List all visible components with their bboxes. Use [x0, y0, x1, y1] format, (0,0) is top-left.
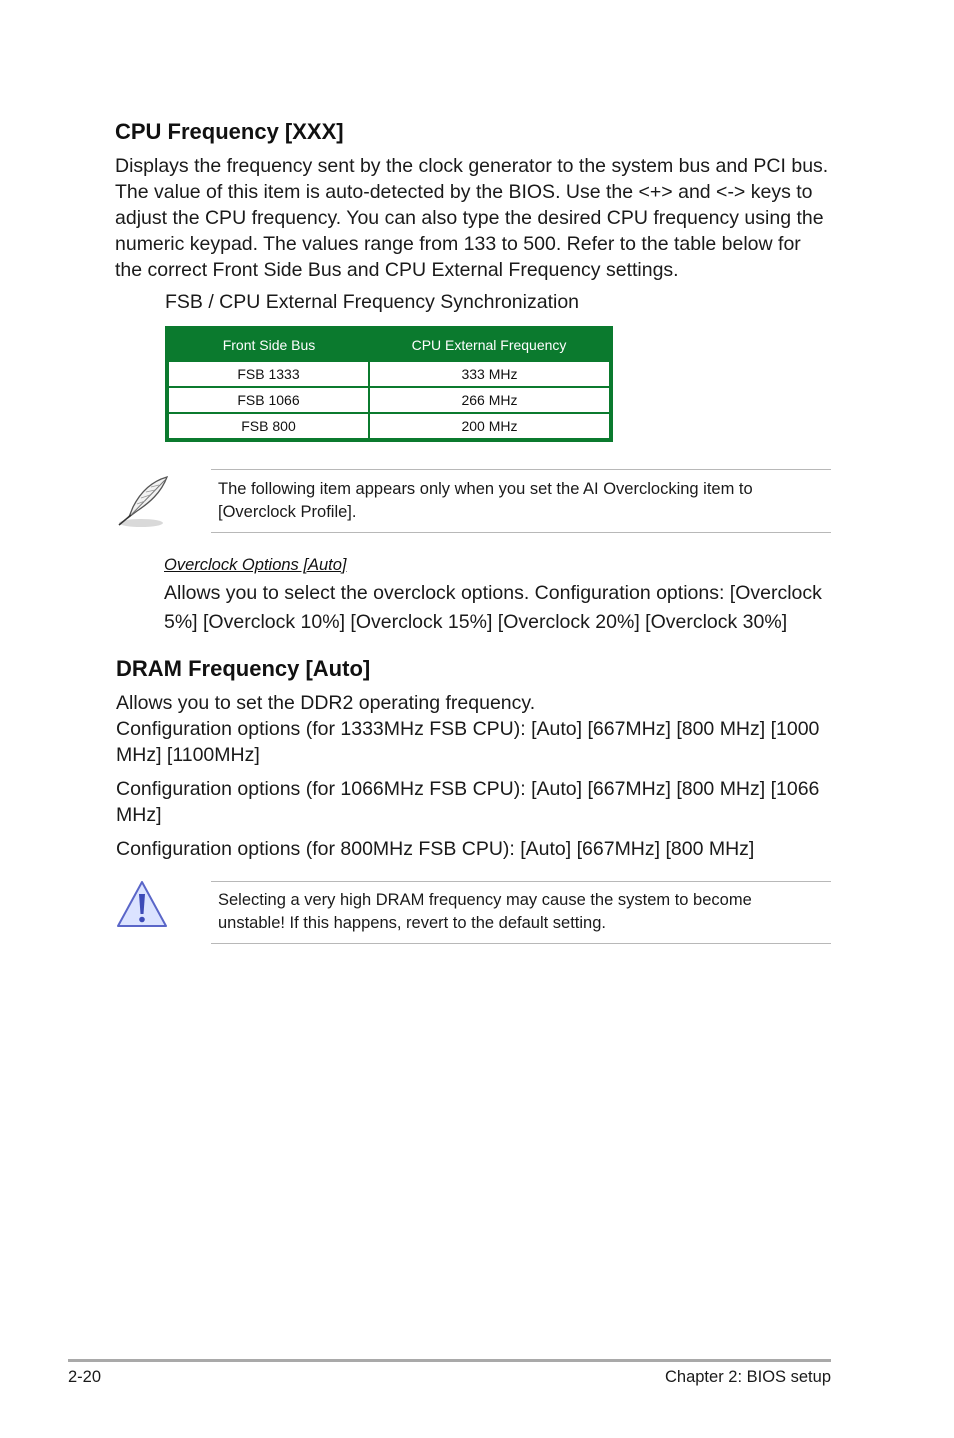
warning-text	[218, 889, 828, 935]
table-row	[167, 413, 611, 440]
table-cell: 200 MHz	[369, 413, 611, 440]
page-number: 2-20	[68, 1368, 102, 1386]
table-cell: 266 MHz	[369, 387, 611, 413]
warning-bottom-rule	[211, 943, 831, 944]
dram-line: Configuration options (for 800MHz FSB CPU): [Auto] [667MHz] [800 MHz]	[116, 838, 755, 860]
chapter-label: Chapter 2: BIOS setup	[664, 1368, 831, 1386]
cpu-frequency-heading: CPU Frequency [XXX]	[115, 119, 344, 144]
cpu-desc-line: The value of this item is auto-detected by the BIOS. Use the <+> and <-> keys to	[115, 181, 813, 203]
fsb-table	[165, 326, 613, 442]
warning-line: Selecting a very high DRAM frequency may cause the system to become	[218, 891, 752, 909]
header-cpu-external-frequency: CPU External Frequency	[369, 328, 611, 361]
dram-description	[116, 690, 836, 862]
overclock-options-title: Overclock Options [Auto]	[164, 556, 347, 574]
cpu-desc-line: Displays the frequency sent by the clock generator to the system bus and PCI bus.	[115, 155, 829, 177]
overclock-line: Allows you to select the overclock options. Configuration options: [Overclock	[164, 582, 822, 604]
fsb-table-caption: FSB / CPU External Frequency Synchronization	[165, 291, 580, 313]
warning-top-rule	[211, 881, 831, 882]
table-row	[167, 387, 611, 413]
fsb-table-wrapper	[165, 326, 613, 442]
dram-line: MHz] [1100MHz]	[116, 744, 260, 766]
overclock-line: 5%] [Overclock 10%] [Overclock 15%] [Overclock 20%] [Overclock 30%]	[164, 611, 788, 633]
table-header-row	[167, 328, 611, 361]
cpu-desc-line: adjust the CPU frequency. You can also type the desired CPU frequency using the	[115, 207, 824, 229]
warning-triangle-icon	[115, 879, 169, 931]
note-line: [Overclock Profile].	[218, 503, 357, 521]
dram-line: MHz]	[116, 804, 162, 826]
feather-pen-icon	[115, 473, 173, 531]
note-bottom-rule	[211, 532, 831, 533]
overclock-description	[164, 579, 844, 637]
footer-rule	[68, 1359, 831, 1362]
cpu-desc-line: numeric keypad. The values range from 133 to 500. Refer to the table below for	[115, 233, 801, 255]
dram-line: Configuration options (for 1333MHz FSB CPU): [Auto] [667MHz] [800 MHz] [1000	[116, 718, 820, 740]
cpu-desc-line: the correct Front Side Bus and CPU External Frequency settings.	[115, 259, 679, 281]
table-cell: FSB 800	[167, 413, 369, 440]
table-cell: 333 MHz	[369, 361, 611, 387]
dram-line: Configuration options (for 1066MHz FSB CPU): [Auto] [667MHz] [800 MHz] [1066	[116, 778, 820, 800]
warning-line: unstable! If this happens, revert to the default setting.	[218, 914, 606, 932]
note-top-rule	[211, 469, 831, 470]
dram-frequency-heading: DRAM Frequency [Auto]	[116, 656, 371, 681]
note-text	[218, 478, 828, 524]
table-cell: FSB 1333	[167, 361, 369, 387]
table-row	[167, 361, 611, 387]
note-line: The following item appears only when you set the AI Overclocking item to	[218, 480, 753, 498]
table-cell: FSB 1066	[167, 387, 369, 413]
dram-line: Allows you to set the DDR2 operating frequency.	[116, 692, 536, 714]
header-front-side-bus: Front Side Bus	[167, 328, 369, 361]
cpu-frequency-description	[115, 153, 855, 283]
